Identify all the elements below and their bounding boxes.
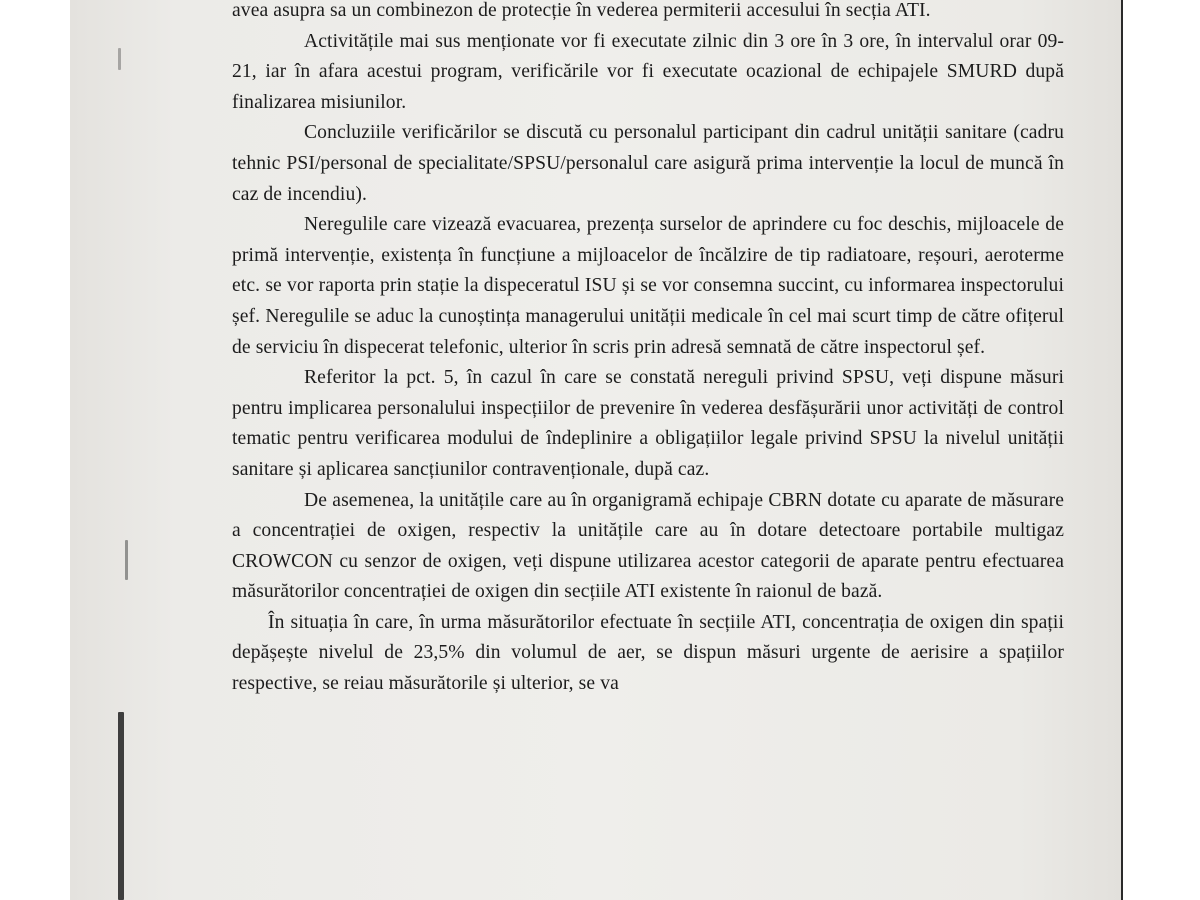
paragraph-4: Neregulile care vizează evacuarea, prezența surselor de aprindere cu foc deschis, mijloacele de primă intervenție, existența în funcțiune a mijloacelor de încălzire de tip radiatoare, reșouri, aeroterme etc. se vor raporta prin stație la dispeceratul ISU și se vor consemna succint, cu informarea inspectorului șef. Neregulile se aduc la cunoștința managerului unității medicale în cel mai scurt timp de către ofițerul de serviciu în dispecerat telefonic, ulterior în scris prin adresă semnată de către inspectorul șef. [232, 214, 1064, 358]
paragraph-5: Referitor la pct. 5, în cazul în care se constată nereguli privind SPSU, veți dispune măsuri pentru implicarea personalului inspecțiilor de prevenire în vederea desfășurării unor activități de control tematic pentru verificarea modului de îndeplinire a obligațiilor legale privind SPSU la nivelul unității sanitare și aplicarea sancțiunilor contravenționale, după caz. [232, 367, 1064, 480]
page-edge [1121, 0, 1123, 900]
document-body [232, 0, 1064, 700]
paragraph-1: avea asupra sa un combinezon de protecție în vederea permiterii accesului în secția ATI. [232, 0, 931, 21]
document-page [70, 0, 1122, 900]
binder-mark-bottom [118, 712, 124, 900]
paragraph-2: Activitățile mai sus menționate vor fi executate zilnic din 3 ore în 3 ore, în intervalul orar 09-21, iar în afara acestui program, verificările vor fi executate ocazional de echipajele SMURD după finalizarea misiunilor. [232, 30, 1064, 113]
binder-mark-top [118, 48, 121, 70]
paragraph-6: De asemenea, la unitățile care au în organigramă echipaje CBRN dotate cu aparate de măsurare a concentrației de oxigen, respectiv la unitățile care au în dotare detectoare portabile multigaz CROWCON cu senzor de oxigen, veți dispune utilizarea acestor categorii de aparate pentru efectuarea măsurătorilor concentrației de oxigen din secțiile ATI existente în raionul de bază. [232, 489, 1064, 603]
paragraph-3: Concluziile verificărilor se discută cu personalul participant din cadrul unității sanitare (cadru tehnic PSI/personal de specialitate/SPSU/personalul care asigură prima intervenție la locul de muncă în caz de incendiu). [232, 122, 1064, 205]
paragraph-7: În situația în care, în urma măsurătorilor efectuate în secțiile ATI, concentrația de oxigen din spații depășește nivelul de 23,5% din volumul de aer, se dispun măsuri urgente de aerisire a spațiilor respective, se reiau măsurătorile și ulterior, se va [232, 611, 1064, 695]
binder-mark-mid [125, 540, 128, 580]
